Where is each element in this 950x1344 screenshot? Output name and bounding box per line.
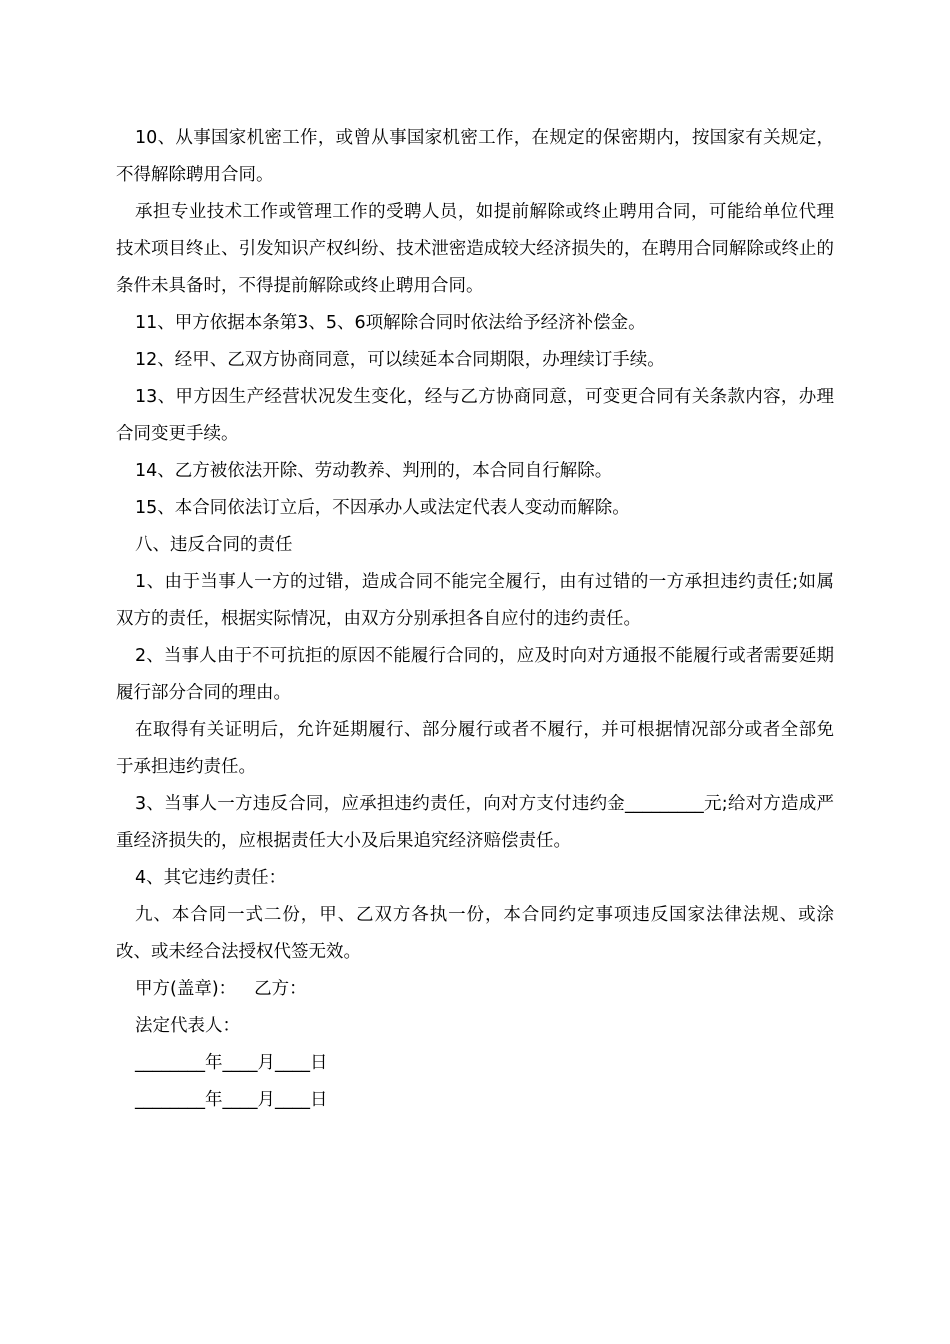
legal-rep-label: 法定代表人： — [135, 1016, 240, 1036]
breach-clause-4: 4、其它违约责任： — [135, 868, 287, 888]
party-a-label: 甲方(盖章)： — [135, 979, 237, 999]
clause-14: 14、乙方被依法开除、劳动教养、判刑的，本合同自行解除。 — [135, 461, 613, 481]
section-heading-breach: 八、违反合同的责任 — [135, 535, 293, 555]
breach-clause-3: 3、当事人一方违反合同，应承担违约责任，向对方支付违约金_________元;给对方造成严重经济损失的，应根据责任大小及后果追究经济赔偿责任。 — [116, 794, 834, 851]
breach-clause-2: 2、当事人由于不可抗拒的原因不能履行合同的，应及时向对方通报不能履行或者需要延期履行部分合同的理由。 — [116, 646, 834, 703]
document-body — [116, 120, 834, 1119]
party-b-label: 乙方： — [254, 979, 307, 999]
section-nine: 九、本合同一式二份，甲、乙双方各执一份，本合同约定事项违反国家法律法规、或涂改、或未经合法授权代签无效。 — [116, 905, 834, 962]
clause-12: 12、经甲、乙双方协商同意，可以续延本合同期限，办理续订手续。 — [135, 350, 665, 370]
professional-staff-clause: 承担专业技术工作或管理工作的受聘人员，如提前解除或终止聘用合同，可能给单位代理技术项目终止、引发知识产权纠纷、技术泄密造成较大经济损失的，在聘用合同解除或终止的条件未具备时，不得提前解除或终止聘用合同。 — [116, 202, 834, 296]
date-line-1: ________年____月____日 — [135, 1053, 328, 1073]
date-line-2: ________年____月____日 — [135, 1090, 328, 1110]
breach-clause-1: 1、由于当事人一方的过错，造成合同不能完全履行，由有过错的一方承担违约责任;如属双方的责任，根据实际情况，由双方分别承担各自应付的违约责任。 — [116, 572, 834, 629]
breach-clause-2-note: 在取得有关证明后，允许延期履行、部分履行或者不履行，并可根据情况部分或者全部免于承担违约责任。 — [116, 720, 834, 777]
clause-10: 10、从事国家机密工作，或曾从事国家机密工作，在规定的保密期内，按国家有关规定，不得解除聘用合同。 — [116, 128, 834, 185]
clause-13: 13、甲方因生产经营状况发生变化，经与乙方协商同意，可变更合同有关条款内容，办理合同变更手续。 — [116, 387, 834, 444]
clause-11: 11、甲方依据本条第3、5、6项解除合同时依法给予经济补偿金。 — [135, 313, 646, 333]
signature-parties-row — [116, 971, 834, 1008]
clause-15: 15、本合同依法订立后，不因承办人或法定代表人变动而解除。 — [135, 498, 630, 518]
